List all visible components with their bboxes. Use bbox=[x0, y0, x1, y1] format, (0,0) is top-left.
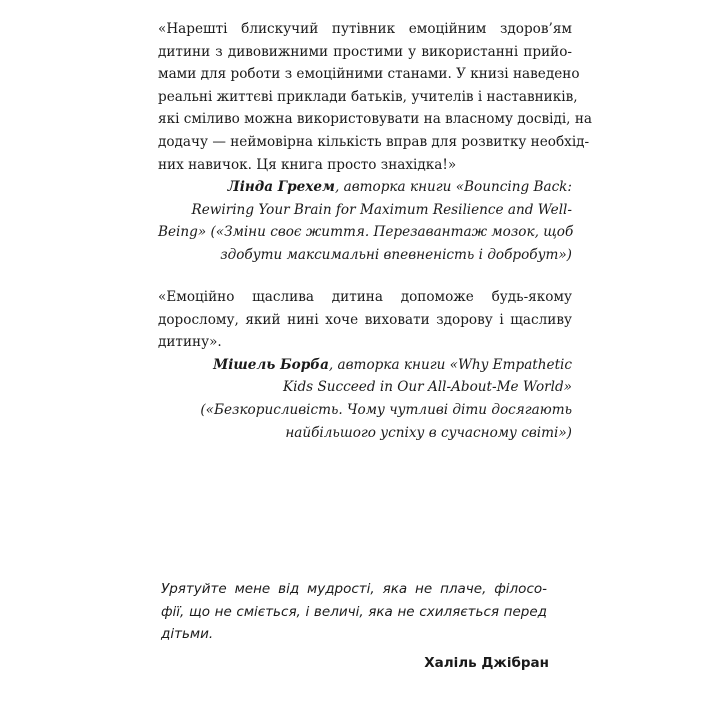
text-line: дитину». bbox=[158, 334, 222, 351]
text-line: дитини з дивовижними простими у використанні прийо- bbox=[158, 43, 572, 60]
epigraph-author: Халіль Джібран bbox=[424, 655, 549, 671]
testimonial-text bbox=[158, 286, 572, 354]
attribution-line: найбільшого успіху в сучасному світі») bbox=[285, 424, 572, 441]
testimonial-text bbox=[158, 18, 592, 176]
epigraph-line: фії, що не сміється, і величі, яка не схиляється перед bbox=[161, 603, 547, 620]
attribution-line: («Безкорисливість. Чому чутливі діти досягають bbox=[200, 401, 572, 418]
text-line: мами для роботи з емоційними станами. У книзі наведено bbox=[158, 66, 580, 83]
text-line: «Емоційно щаслива дитина допоможе будь-якому bbox=[158, 289, 572, 305]
text-line: які сміливо можна використовувати на власному досвіді, на bbox=[158, 111, 592, 128]
epigraph-line: дітьми. bbox=[161, 626, 214, 642]
text-line: них навичок. Ця книга просто знахідка!» bbox=[158, 156, 457, 173]
text-line: реальні життєві приклади батьків, учителів і наставників, bbox=[158, 88, 578, 105]
testimonial-attribution bbox=[158, 176, 572, 266]
attribution-line: здобути максимальні впевненість і добробут») bbox=[220, 246, 572, 263]
attribution-line: Being» («Зміни своє життя. Перезавантаж мозок, щоб bbox=[158, 224, 574, 241]
epigraph-line: Урятуйте мене від мудрості, яка не плаче, філосо- bbox=[161, 581, 547, 597]
attribution-line bbox=[158, 354, 572, 377]
text-line: додачу — неймовірна кількість вправ для розвитку необхід- bbox=[158, 133, 590, 150]
text-line: дорослому, який нині хоче виховати здорову і щасливу bbox=[158, 311, 572, 328]
epigraph bbox=[161, 578, 547, 646]
author-name: Мішель Борба bbox=[213, 356, 329, 373]
testimonial-attribution bbox=[158, 354, 572, 444]
attribution-text: , авторка книги «Bouncing Back: bbox=[334, 179, 572, 196]
attribution-line bbox=[158, 176, 572, 199]
attribution-text: , авторка книги «Why Empathetic bbox=[328, 356, 572, 373]
testimonial-borba bbox=[158, 286, 572, 444]
text-line: «Нарешті блискучий путівник емоційним здоров’ям bbox=[158, 21, 572, 37]
author-name: Лінда Грехем bbox=[227, 179, 335, 196]
testimonial-graham bbox=[158, 18, 592, 267]
attribution-line: Kids Succeed in Our All-About-Me World» bbox=[282, 379, 572, 396]
attribution-line: Rewiring Your Brain for Maximum Resilience and Well- bbox=[191, 201, 572, 218]
